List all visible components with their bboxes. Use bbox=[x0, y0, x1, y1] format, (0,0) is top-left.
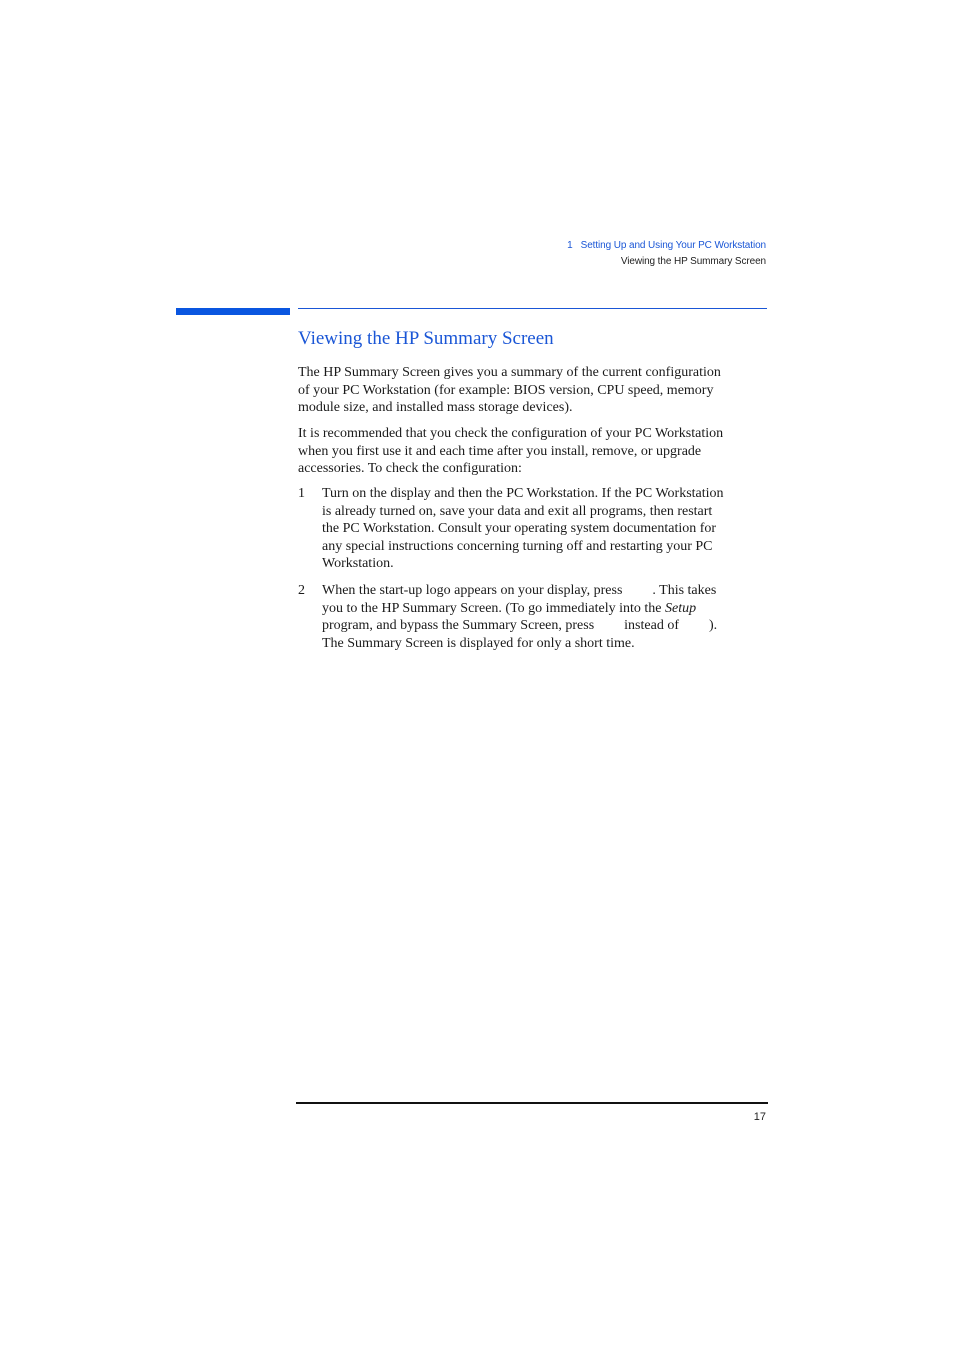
step-line: Workstation. bbox=[322, 556, 394, 572]
step-line bbox=[322, 600, 768, 618]
section-top-rule bbox=[298, 308, 767, 309]
step-text-segment: . This takes bbox=[652, 583, 717, 598]
step-line: Turn on the display and then the PC Workstation. If the PC Workstation bbox=[322, 486, 724, 501]
section-marker-bar bbox=[176, 308, 290, 315]
paragraph-line: The HP Summary Screen gives you a summary of the current configuration bbox=[298, 365, 721, 380]
step-line: The Summary Screen is displayed for only a short time. bbox=[322, 635, 635, 651]
paragraph-line: accessories. To check the configuration: bbox=[298, 461, 522, 477]
page-number: 17 bbox=[753, 1111, 766, 1123]
step-text-segment: you to the HP Summary Screen. (To go immediately into the bbox=[322, 600, 662, 616]
step-1 bbox=[298, 485, 768, 573]
step-text-segment: program, and bypass the Summary Screen, press bbox=[322, 618, 595, 634]
step-line bbox=[322, 582, 768, 600]
step-number: 1 bbox=[298, 486, 305, 501]
intro-paragraph bbox=[298, 364, 768, 417]
paragraph-line: It is recommended that you check the configuration of your PC Workstation bbox=[298, 426, 724, 441]
section-title: Viewing the HP Summary Screen bbox=[298, 328, 554, 349]
paragraph-line: when you first use it and each time after you install, remove, or upgrade bbox=[298, 443, 702, 459]
step-text-segment: instead of bbox=[624, 618, 679, 634]
setup-program-name: Setup bbox=[665, 600, 697, 616]
chapter-title: Setting Up and Using Your PC Workstation bbox=[580, 240, 766, 251]
step-text-segment: When the start-up logo appears on your display, press bbox=[322, 583, 623, 598]
step-2 bbox=[298, 582, 768, 652]
step-number: 2 bbox=[298, 583, 305, 598]
paragraph-line: module size, and installed mass storage devices). bbox=[298, 400, 573, 416]
step-text bbox=[322, 582, 768, 652]
running-head-section: Viewing the HP Summary Screen bbox=[620, 256, 766, 267]
step-line: is already turned on, save your data and exit all programs, then restart bbox=[322, 503, 713, 519]
running-head-chapter bbox=[567, 238, 766, 254]
step-text bbox=[322, 485, 768, 573]
footer-rule bbox=[296, 1102, 768, 1104]
running-head bbox=[567, 238, 766, 270]
step-line bbox=[322, 617, 768, 635]
recommendation-paragraph bbox=[298, 425, 768, 478]
step-line: the PC Workstation. Consult your operating system documentation for bbox=[322, 521, 717, 537]
chapter-number: 1 bbox=[567, 240, 573, 251]
step-line: any special instructions concerning turning off and restarting your PC bbox=[322, 538, 713, 554]
paragraph-line: of your PC Workstation (for example: BIOS version, CPU speed, memory bbox=[298, 382, 714, 398]
step-text-segment: ). bbox=[709, 618, 718, 634]
